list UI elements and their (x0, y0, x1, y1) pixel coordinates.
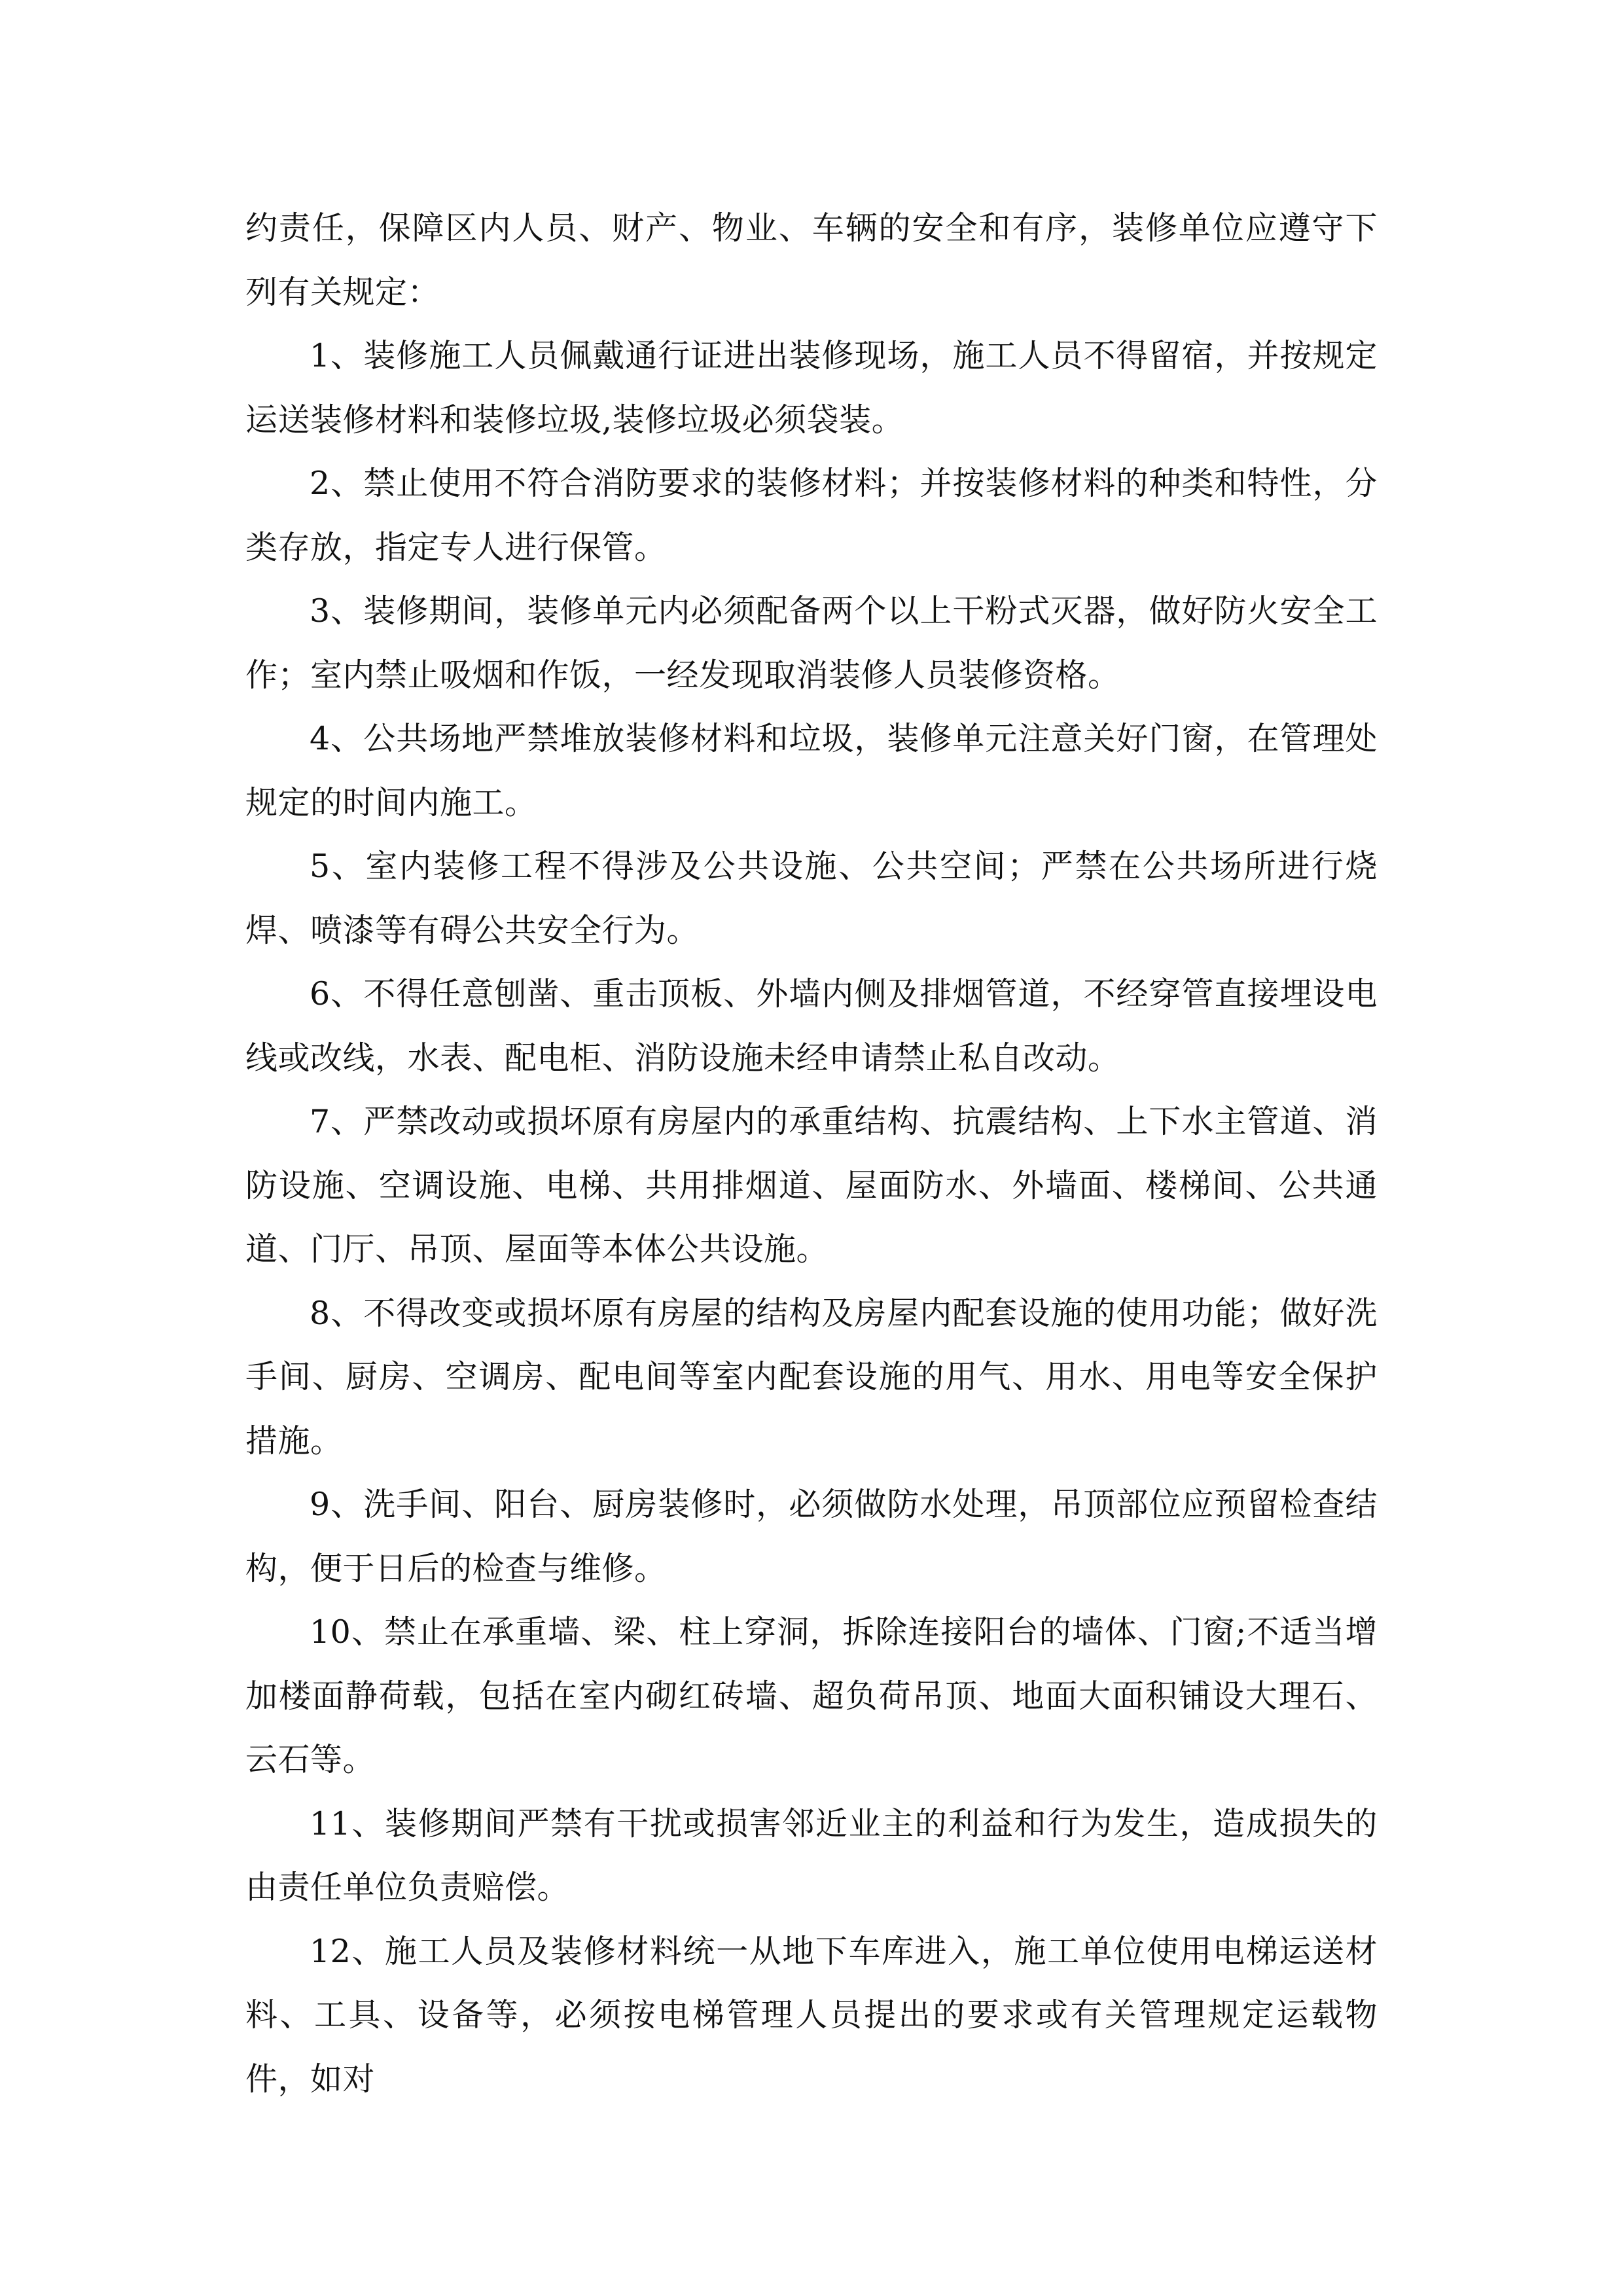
rule-item-1: 1、装修施工人员佩戴通行证进出装修现场，施工人员不得留宿，并按规定运送装修材料和装修垃圾,装修垃圾必须袋装。 (245, 337, 1378, 439)
rule-item-12: 12、施工人员及装修材料统一从地下车库进入，施工单位使用电梯运送材料、工具、设备等，必须按电梯管理人员提出的要求或有关管理规定运载物件，如对 (245, 1932, 1378, 2098)
rule-item-8: 8、不得改变或损坏原有房屋的结构及房屋内配套设施的使用功能；做好洗手间、厨房、空调房、配电间等室内配套设施的用气、用水、用电等安全保护措施。 (245, 1294, 1378, 1460)
rule-item-5: 5、室内装修工程不得涉及公共设施、公共空间；严禁在公共场所进行烧焊、喷漆等有碍公共安全行为。 (245, 848, 1378, 949)
rule-item-11: 11、装修期间严禁有干扰或损害邻近业主的利益和行为发生，造成损失的由责任单位负责赔偿。 (245, 1804, 1378, 1906)
document-body (245, 196, 1378, 2111)
rule-item-6: 6、不得任意刨凿、重击顶板、外墙内侧及排烟管道，不经穿管直接埋设电线或改线，水表、配电柜、消防设施未经申请禁止私自改动。 (245, 975, 1378, 1077)
rule-item-3: 3、装修期间，装修单元内必须配备两个以上干粉式灭器，做好防火安全工作；室内禁止吸烟和作饭，一经发现取消装修人员装修资格。 (245, 592, 1378, 694)
rule-item-2: 2、禁止使用不符合消防要求的装修材料；并按装修材料的种类和特性，分类存放，指定专人进行保管。 (245, 465, 1378, 566)
rule-item-4: 4、公共场地严禁堆放装修材料和垃圾，装修单元注意关好门窗，在管理处规定的时间内施工。 (245, 720, 1378, 821)
rule-item-7: 7、严禁改动或损坏原有房屋内的承重结构、抗震结构、上下水主管道、消防设施、空调设施、电梯、共用排烟道、屋面防水、外墙面、楼梯间、公共通道、门厅、吊顶、屋面等本体公共设施。 (245, 1103, 1378, 1268)
rule-item-9: 9、洗手间、阳台、厨房装修时，必须做防水处理，吊顶部位应预留检查结构，便于日后的检查与维修。 (245, 1486, 1378, 1587)
intro-paragraph: 约责任，保障区内人员、财产、物业、车辆的安全和有序，装修单位应遵守下列有关规定： (245, 209, 1378, 311)
rule-item-10: 10、禁止在承重墙、梁、柱上穿洞，拆除连接阳台的墙体、门窗;不适当增加楼面静荷载，包括在室内砌红砖墙、超负荷吊顶、地面大面积铺设大理石、云石等。 (245, 1613, 1378, 1778)
